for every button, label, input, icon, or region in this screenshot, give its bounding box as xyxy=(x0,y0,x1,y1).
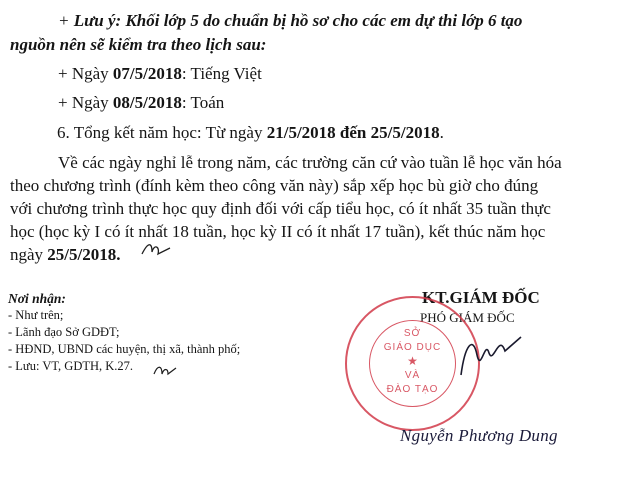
summary-suffix: . xyxy=(439,123,444,142)
schedule-date: 08/5/2018 xyxy=(112,93,182,112)
signature-title: KT.GIÁM ĐỐC xyxy=(422,288,540,307)
note-title: Lưu ý: xyxy=(73,11,122,30)
paragraph-line-4: học (học kỳ I có ít nhất 18 tuần, học kỳ II có ít nhất 17 tuần), kết thúc năm học xyxy=(10,222,546,241)
summary-prefix: 6. Tổng kết năm học: Từ ngày xyxy=(57,123,267,142)
schedule-prefix: + Ngày xyxy=(58,93,113,112)
schedule-item-2 xyxy=(58,92,224,114)
schedule-item-1 xyxy=(58,63,262,85)
schedule-date: 07/5/2018 xyxy=(112,64,182,83)
note-line-1 xyxy=(58,10,522,32)
signature-scribble xyxy=(455,325,525,385)
stamp-line-1: SỞ xyxy=(403,328,422,339)
recipient-item: - HĐND, UBND các huyện, thị xã, thành phố; xyxy=(8,342,241,356)
paragraph-line-3: với chương trình thực học quy định đối với cấp tiểu học, có ít nhất 35 tuần thực xyxy=(10,199,551,218)
schedule-prefix: + Ngày xyxy=(58,64,113,83)
schedule-subject: : Toán xyxy=(181,93,225,112)
recipient-item: - Lãnh đạo Sở GDĐT; xyxy=(8,325,120,339)
signature-subtitle: PHÓ GIÁM ĐỐC xyxy=(420,310,515,325)
stamp-line-4: ĐÀO TẠO xyxy=(386,384,439,395)
note-line-2: nguồn nên sẽ kiểm tra theo lịch sau: xyxy=(10,35,267,54)
note-text: Khối lớp 5 do chuẩn bị hồ sơ cho các em dự thi lớp 6 tạo xyxy=(121,11,523,30)
recipients-block xyxy=(8,290,240,375)
initials-mark xyxy=(152,360,178,380)
summary-range: 21/5/2018 đến 25/5/2018 xyxy=(266,123,440,142)
paragraph-line-2: theo chương trình (đính kèm theo công văn này) sắp xếp học bù giờ cho đúng xyxy=(10,176,539,195)
stamp-line-2: GIÁO DỤC xyxy=(383,342,442,353)
paragraph-line-1: Về các ngày nghỉ lễ trong năm, các trường căn cứ vào tuần lễ học văn hóa xyxy=(58,153,562,172)
stamp-line-3: VÀ xyxy=(404,370,421,381)
recipients-header: Nơi nhận: xyxy=(8,291,66,306)
signer-name: Nguyễn Phương Dung xyxy=(400,426,558,445)
paragraph-line-5 xyxy=(10,244,121,266)
summary-line xyxy=(57,122,444,144)
recipient-item: - Như trên; xyxy=(8,308,64,322)
recipient-item: - Lưu: VT, GDTH, K.27. xyxy=(8,359,134,373)
schedule-subject: : Tiếng Việt xyxy=(181,64,262,83)
star-icon: ★ xyxy=(407,354,418,368)
initials-mark xyxy=(140,238,176,260)
note-prefix: + xyxy=(58,11,74,30)
paragraph-line-5-prefix: ngày xyxy=(10,245,48,264)
paragraph-end-date: 25/5/2018. xyxy=(47,245,121,264)
